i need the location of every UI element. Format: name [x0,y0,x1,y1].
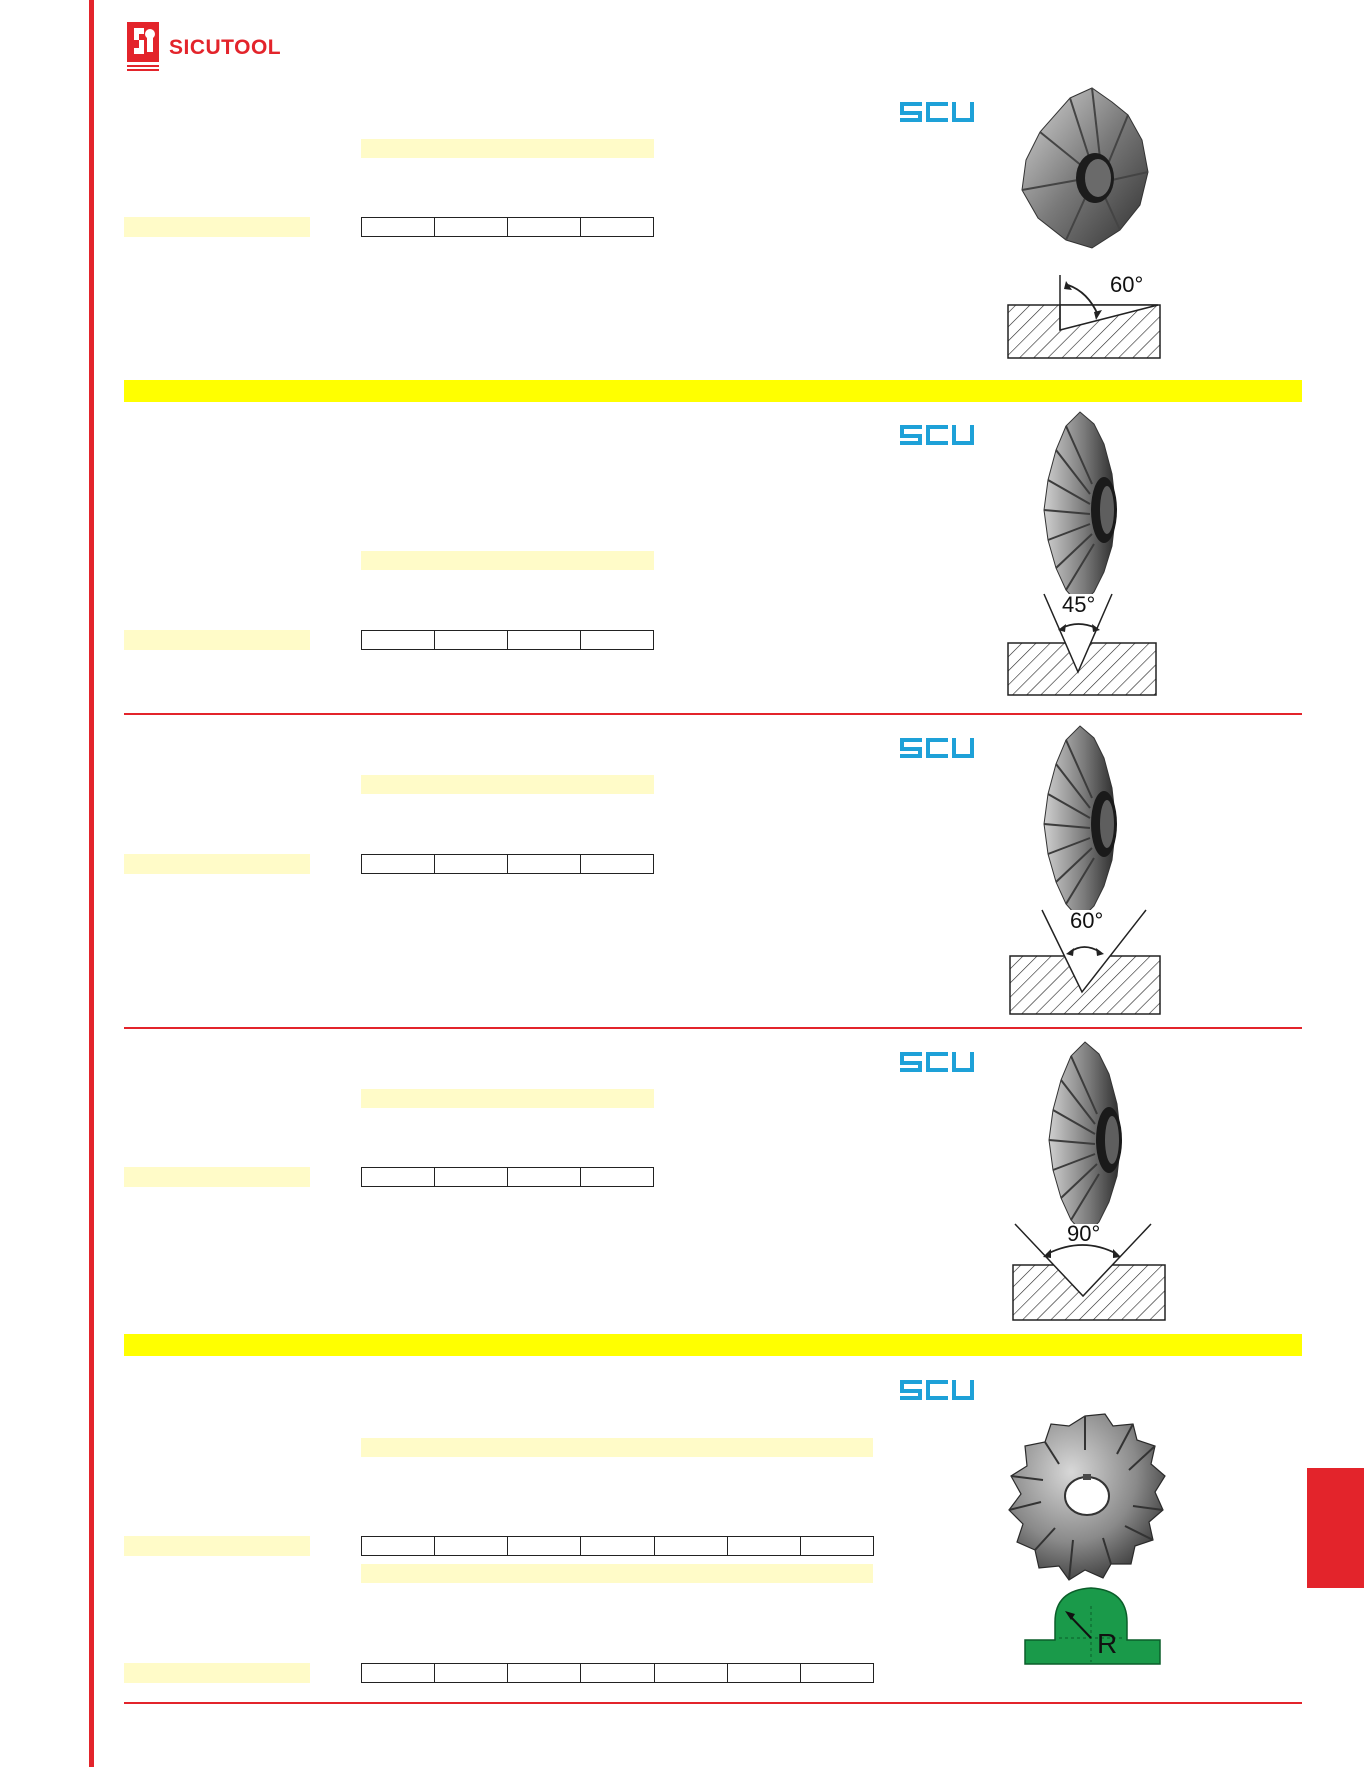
spec-band [361,1564,873,1583]
angle-label: 90° [1067,1221,1101,1246]
chapter-side-tab[interactable] [1307,1468,1364,1588]
logo-text: SICUTOOL [169,36,282,59]
single-angle-cutter-icon [1000,80,1170,365]
section-divider-band [124,1334,1302,1356]
label-band [124,630,310,650]
section-divider-line [124,713,1302,715]
scu-brand-icon [898,98,978,124]
spec-band [361,1089,654,1108]
label-band [124,1663,310,1683]
spec-cells [361,1167,654,1187]
label-band [124,1536,310,1556]
scu-brand-icon [898,1376,978,1402]
convex-radius-cutter-icon [1005,1410,1175,1665]
spec-band [361,1438,873,1457]
scu-brand-icon [898,734,978,760]
scu-brand-icon [898,1048,978,1074]
double-angle-cutter-icon [1005,1040,1170,1325]
spec-band [361,775,654,794]
angle-label: 60° [1070,908,1104,933]
spec-cells [361,630,654,650]
spec-band [361,139,654,158]
radius-label: R [1097,1628,1118,1659]
spec-cells [361,854,654,874]
scu-brand-icon [898,421,978,447]
label-band [124,854,310,874]
section-divider-line [124,1027,1302,1029]
double-angle-cutter-icon [1000,410,1160,700]
spec-cells [361,1536,874,1556]
angle-label: 60° [1110,272,1144,297]
spec-cells [361,217,654,237]
label-band [124,1167,310,1187]
section-divider-band [124,380,1302,402]
section-divider-line [124,1702,1302,1704]
sicutool-emblem-icon [125,20,161,72]
page-left-rule [89,0,94,1767]
spec-cells [361,1663,874,1683]
spec-band [361,551,654,570]
double-angle-cutter-icon [1000,724,1165,1019]
company-logo [125,20,325,72]
label-band [124,217,310,237]
angle-label: 45° [1062,592,1096,617]
